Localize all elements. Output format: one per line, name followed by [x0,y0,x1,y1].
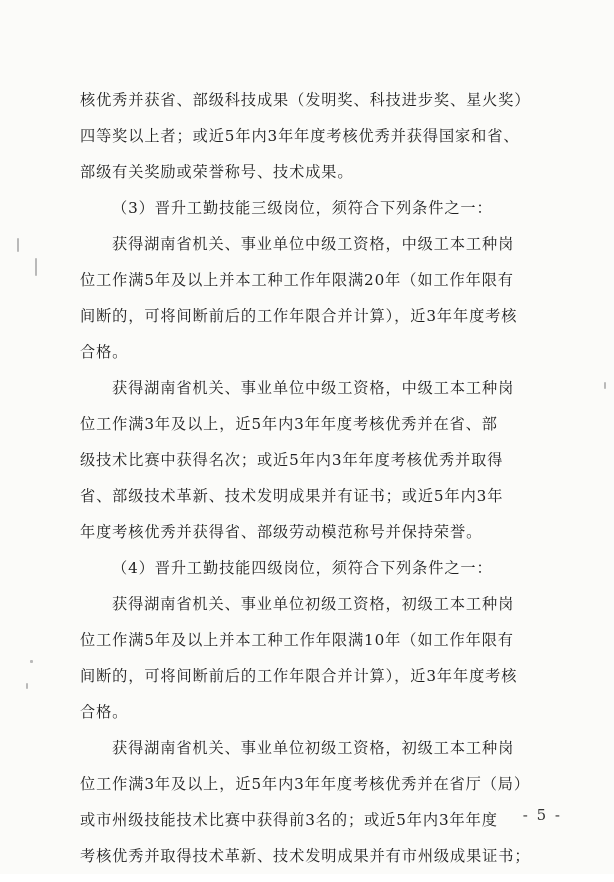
text-line: 年度考核优秀并获得省、部级劳动模范称号并保持荣誉。 [80,523,483,541]
text-line: 级技术比赛中获得名次；或近5年内3年年度考核优秀并取得 [80,451,504,469]
text-line: 部级有关奖励或荣誉称号、技术成果。 [80,163,354,181]
text-line: 合格。 [80,703,129,721]
text-line: 获得湖南省机关、事业单位中级工资格，中级工本工种岗 [112,235,515,253]
text-line: 合格。 [80,343,129,361]
document-body [80,90,548,882]
text-line: 考核优秀并取得技术革新、技术发明成果并有市州级成果证书； [80,847,531,865]
text-line: 核优秀并获省、部级科技成果（发明奖、科技进步奖、星火奖） [80,91,531,109]
text-line: 省、部级技术革新、技术发明成果并有证书；或近5年内3年 [80,487,504,505]
text-line: 获得湖南省机关、事业单位中级工资格，中级工本工种岗 [112,379,515,397]
text-line: （4）晋升工勤技能四级岗位，须符合下列条件之一： [112,559,493,577]
text-line: 获得湖南省机关、事业单位初级工资格，初级工本工种岗 [112,595,515,613]
scan-speck [35,258,37,276]
scan-speck [26,683,28,689]
text-line: 间断的，可将间断前后的工作年限合并计算），近3年年度考核 [80,667,518,685]
text-line: 间断的，可将间断前后的工作年限合并计算），近3年年度考核 [80,307,518,325]
text-line: 位工作满3年及以上，近5年内3年年度考核优秀并在省、部 [80,415,498,433]
text-line: 四等奖以上者；或近5年内3年年度考核优秀并获得国家和省、 [80,127,520,145]
text-line: 位工作满5年及以上并本工种工作年限满10年（如工作年限有 [80,631,514,649]
text-line: 或市州级技能技术比赛中获得前3名的；或近5年内3年年度 [80,811,498,829]
scan-speck [17,238,19,252]
text-line: 获得湖南省机关、事业单位初级工资格，初级工本工种岗 [112,739,515,757]
text-line: （3）晋升工勤技能三级岗位，须符合下列条件之一： [112,199,493,217]
scan-speck [30,660,33,663]
text-line: 位工作满3年及以上，近5年内3年年度考核优秀并在省厅（局） [80,775,530,793]
page-number: - 5 - [522,806,562,824]
text-line: 位工作满5年及以上并本工种工作年限满20年（如工作年限有 [80,271,514,289]
scan-speck [604,382,606,389]
